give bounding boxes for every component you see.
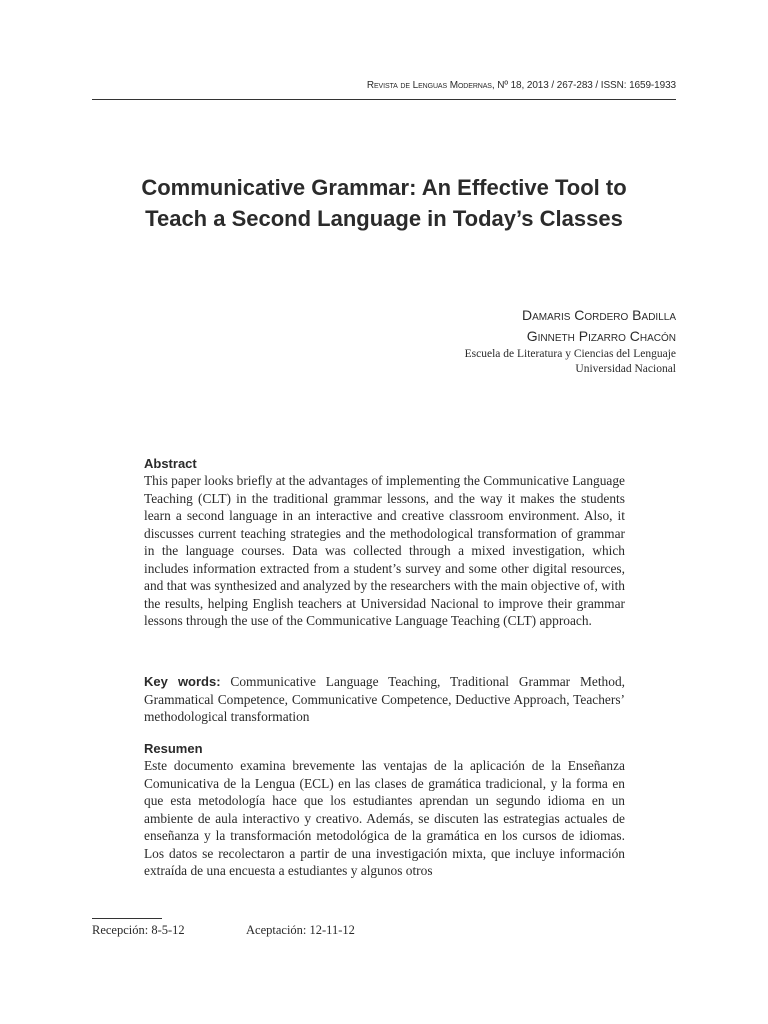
running-header <box>92 80 676 91</box>
resumen-heading: Resumen <box>144 741 203 756</box>
author-block <box>380 305 676 377</box>
resumen-text: Este documento examina brevemente las ventajas de la aplicación de la Enseñanza Comunicativa de la Lengua (ECL) en las clases de gramática tradicional, y la forma en que esta metodología hace que los estudiantes aprendan un segundo idioma en un ambiente de aula interactivo y creativo. Además, se discuten las estrategias actuales de enseñanza y la transformación metodológica de la gramática en los cursos de idiomas. Los datos se recolectaron a partir de una investigación mixta, que incluye información extraída de una encuesta a estudiantes y algunos otros <box>144 758 625 878</box>
author-1: Damaris Cordero Badilla <box>521 307 676 323</box>
keywords-label: Key words: <box>144 674 221 689</box>
paper-title: Communicative Grammar: An Effective Tool to Teach a Second Language in Today’s Classes <box>141 175 627 231</box>
journal-citation: , Nº 18, 2013 / 267-283 / ISSN: 1659-1933 <box>491 80 676 91</box>
abstract-heading: Abstract <box>144 456 197 471</box>
author-2: Ginneth Pizarro Chacón <box>526 328 676 344</box>
journal-name: Revista de Lenguas Modernas <box>366 80 492 91</box>
accepted-date: Aceptación: 12-11-12 <box>246 923 355 937</box>
submission-dates <box>92 923 355 938</box>
affiliation-university: Universidad Nacional <box>575 363 676 375</box>
received-date: Recepción: 8-5-12 <box>92 923 185 937</box>
abstract-text: This paper looks briefly at the advantages of implementing the Communicative Language Teaching (CLT) in the traditional grammar lessons, and the way it makes the students learn a second language in an interactive and creative classroom environment. Also, it discusses current teaching strategies and the methodological transformation of grammar in the language courses. Data was collected through a mixed investigation, which includes information extracted from a student’s survey and some other digital resources, and that was synthesized and analyzed by the researchers with the main objective of, with the results, helping English teachers at Universidad Nacional to improve their grammar lessons through the use of the Communicative Language Teaching (CLT) approach. <box>144 473 625 628</box>
keywords-text: Communicative Language Teaching, Traditional Grammar Method, Grammatical Competence, Communicative Competence, Deductive Approach, Teachers’ methodological transformation <box>144 674 625 724</box>
affiliation-school: Escuela de Literatura y Ciencias del Lenguaje <box>464 348 676 360</box>
header-divider <box>92 99 676 100</box>
keywords-paragraph <box>144 673 625 726</box>
footnote-divider <box>92 918 162 919</box>
